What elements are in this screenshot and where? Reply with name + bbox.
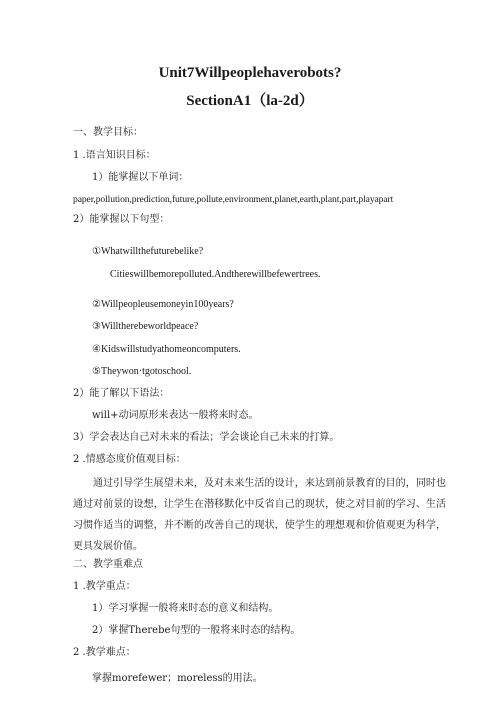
section-1-1-heading: 1 .语言知识目标： bbox=[73, 150, 156, 161]
sentence-item: ④Kidswillstudyathomeoncomputers. bbox=[92, 344, 241, 355]
section-1-2-heading: 2 .情感态度价值观目标： bbox=[73, 454, 186, 465]
vocabulary-list: paper,pollution,prediction,future,pollute,environment,planet,earth,plant,part,playapart bbox=[73, 194, 394, 205]
difficulties-heading: 2 .教学难点： bbox=[73, 647, 136, 658]
section-1-heading: 一、教学目标： bbox=[73, 127, 143, 138]
document-subtitle: SectionA1（la-2d） bbox=[186, 93, 314, 109]
sentence-item: Citieswillbemorepolluted.Andtherewillbefewertrees. bbox=[110, 269, 321, 280]
words-heading: 1）能掌握以下单词： bbox=[92, 172, 189, 183]
emotional-goal-paragraph: 通过引导学生展望未来，及对未来生活的设计，来达到前景教育的目的，同时也通过对前景的设想，让学生在潜移默化中反省自己的现状，使之对目前的学习、生活习惯作适当的调整，并不断的改善自己的现状，使学生的理想观和价值观更为科学，更具发展价值。 bbox=[73, 478, 446, 552]
grammar-heading: 2）能了解以下语法： bbox=[73, 388, 170, 399]
sentence-item: ⑤Theywon·tgotoschool. bbox=[92, 366, 192, 377]
section-2-heading: 二、教学重难点 bbox=[73, 559, 143, 570]
key-points-heading: 1 .教学重点： bbox=[73, 581, 136, 592]
sentence-item: ③Willtherebeworldpeace? bbox=[92, 321, 199, 332]
key-point-item: 1）学习掌握一般将来时态的意义和结构。 bbox=[92, 603, 279, 614]
sentence-item: ②Willpeopleusemoneyin100years? bbox=[92, 299, 234, 310]
sentence-patterns-heading: 2）能掌握以下句型： bbox=[73, 214, 170, 225]
difficulty-text: 掌握morefewer；moreless的用法。 bbox=[92, 673, 263, 684]
key-point-item: 2）掌握Therebe句型的一般将来时态的结构。 bbox=[92, 625, 301, 636]
expression-goal: 3）学会表达自己对未来的看法；学会谈论自己未来的打算。 bbox=[73, 432, 340, 443]
sentence-item: ①Whatwillthefuturebelike? bbox=[92, 246, 204, 257]
grammar-text: will+动词原形来表达一般将来时态。 bbox=[92, 410, 259, 421]
document-title: Unit7Willpeoplehaverobots? bbox=[158, 65, 342, 81]
